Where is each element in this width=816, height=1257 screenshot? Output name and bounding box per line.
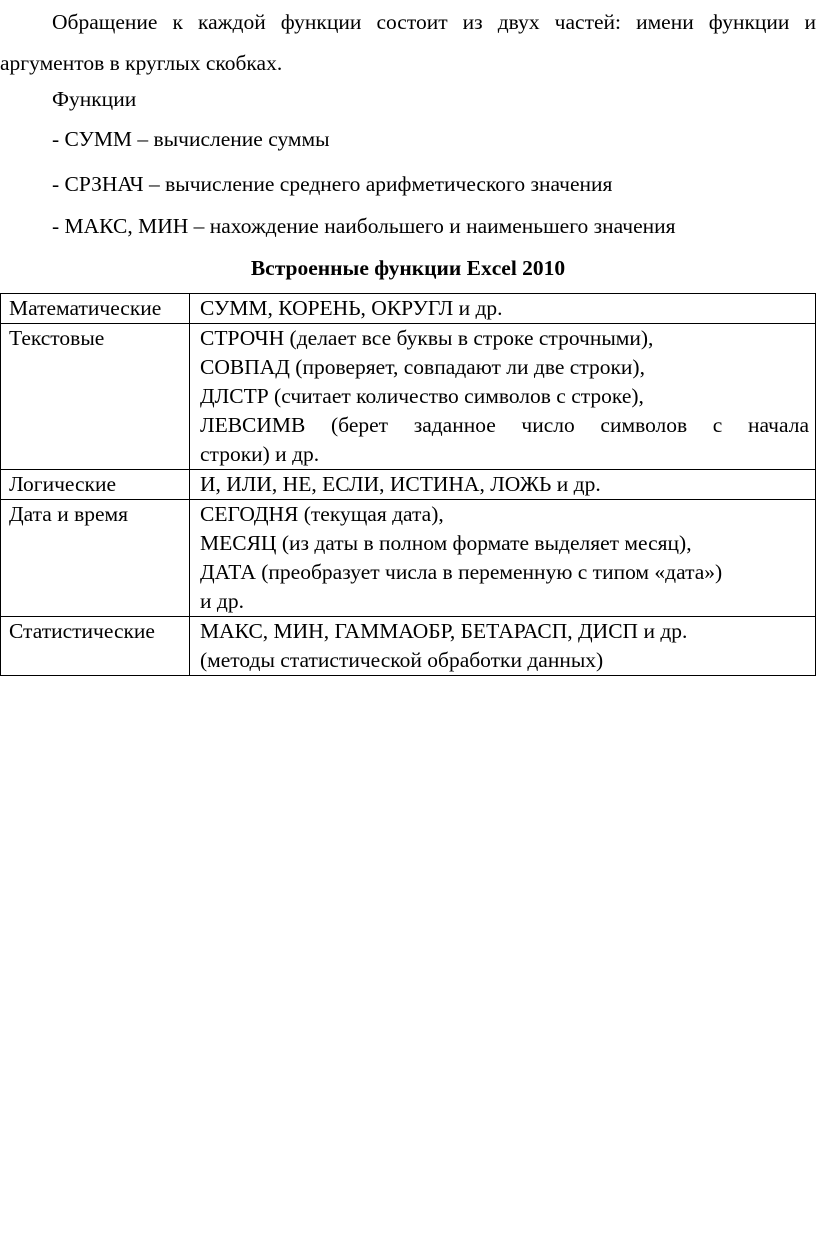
- functions-table: [0, 293, 816, 676]
- description-line: ДАТА (преобразует числа в переменную с типом «дата»): [200, 560, 723, 584]
- description-line: строки) и др.: [200, 442, 320, 466]
- table-row: [1, 470, 816, 500]
- function-list-item: - МАКС, МИН – нахождение наибольшего и наименьшего значения: [52, 214, 676, 238]
- description-line: ДЛСТР (считает количество символов с строке),: [200, 384, 644, 408]
- functions-heading: Функции: [52, 87, 137, 111]
- description-line: СУММ, КОРЕНЬ, ОКРУГЛ и др.: [200, 296, 503, 320]
- description-line: МЕСЯЦ (из даты в полном формате выделяет месяц),: [200, 531, 692, 555]
- category-cell: Текстовые: [1, 324, 190, 470]
- category-cell: Математические: [1, 294, 190, 324]
- description-line: И, ИЛИ, НЕ, ЕСЛИ, ИСТИНА, ЛОЖЬ и др.: [200, 472, 601, 496]
- description-line: СОВПАД (проверяет, совпадают ли две строки),: [200, 355, 645, 379]
- function-list-item: - СРЗНАЧ – вычисление среднего арифметического значения: [52, 172, 613, 196]
- table-row: [1, 617, 816, 676]
- category-cell: Статистические: [1, 617, 190, 676]
- description-line: СЕГОДНЯ (текущая дата),: [200, 502, 444, 526]
- table-row: [1, 324, 816, 470]
- description-line: МАКС, МИН, ГАММАОБР, БЕТАРАСП, ДИСП и др.: [200, 619, 688, 643]
- description-cell: [190, 500, 816, 617]
- category-cell: Дата и время: [1, 500, 190, 617]
- category-cell: Логические: [1, 470, 190, 500]
- table-row: [1, 294, 816, 324]
- intro-paragraph: Обращение к каждой функции состоит из двух частей: имени функции и аргументов в круглых скобках.: [0, 10, 816, 75]
- description-line: СТРОЧН (делает все буквы в строке строчными),: [200, 326, 654, 350]
- table-title: Встроенные функции Excel 2010: [250, 256, 566, 280]
- description-cell: [190, 470, 816, 500]
- description-cell: [190, 617, 816, 676]
- description-line: (методы статистической обработки данных): [200, 648, 604, 672]
- description-cell: [190, 294, 816, 324]
- description-line: ЛЕВСИМВ (берет заданное число символов с начала: [200, 413, 809, 437]
- table-row: [1, 500, 816, 617]
- description-line: и др.: [200, 589, 244, 613]
- description-cell: [190, 324, 816, 470]
- function-list-item: - СУММ – вычисление суммы: [52, 127, 330, 151]
